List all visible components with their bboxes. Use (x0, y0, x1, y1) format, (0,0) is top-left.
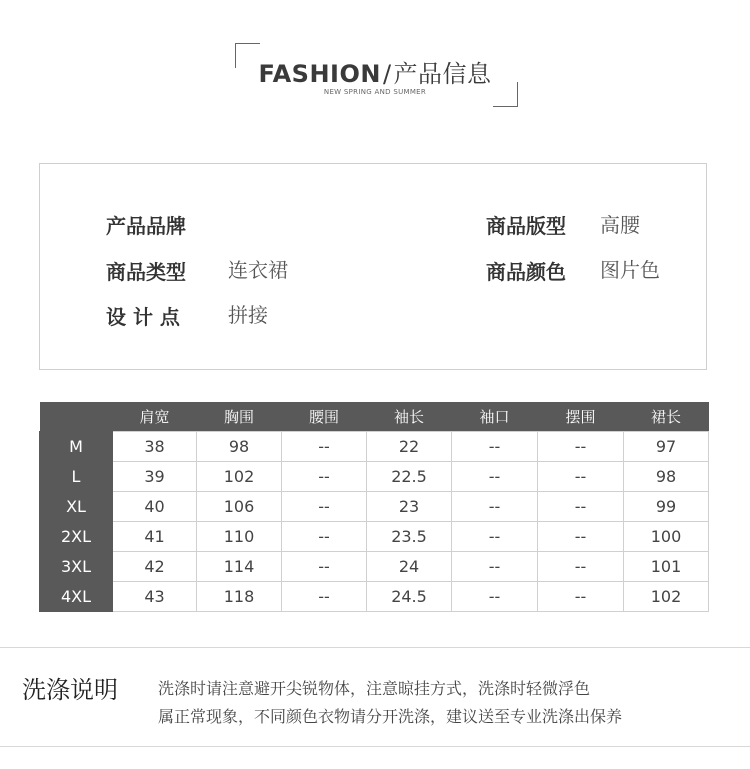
table-cell: 118 (197, 582, 282, 612)
table-cell: 24.5 (367, 582, 452, 612)
table-cell: -- (282, 492, 367, 522)
fit-label: 商品版型 (486, 214, 566, 238)
table-cell: 110 (197, 522, 282, 552)
title-chinese: 产品信息 (393, 60, 492, 88)
table-cell: 98 (624, 462, 709, 492)
product-info-box (39, 163, 707, 370)
table-cell: 99 (624, 492, 709, 522)
table-cell: -- (452, 492, 538, 522)
table-cell: 102 (624, 582, 709, 612)
table-cell: -- (538, 432, 624, 462)
table-cell: -- (538, 582, 624, 612)
header-cell-sleeve-length: 袖长 (367, 402, 452, 432)
table-cell: 114 (197, 552, 282, 582)
size-cell: M (40, 432, 113, 462)
size-chart-table (39, 402, 709, 612)
table-cell: 101 (624, 552, 709, 582)
washing-text-line-2: 属正常现象，不同颜色衣物请分开洗涤，建议送至专业洗涤出保养 (158, 707, 623, 726)
table-cell: 23.5 (367, 522, 452, 552)
header-cell-bust: 胸围 (197, 402, 282, 432)
table-cell: 24 (367, 552, 452, 582)
table-cell: 41 (113, 522, 197, 552)
design-label: 设 计 点 (106, 305, 180, 329)
type-label: 商品类型 (106, 260, 186, 284)
table-cell: 22.5 (367, 462, 452, 492)
table-row (40, 552, 709, 582)
table-cell: -- (282, 582, 367, 612)
size-cell: XL (40, 492, 113, 522)
size-cell: L (40, 462, 113, 492)
section-subtitle: NEW SPRING AND SUMMER (323, 88, 427, 96)
table-cell: 42 (113, 552, 197, 582)
header-cell-hem: 摆围 (538, 402, 624, 432)
title-english: FASHION (258, 60, 381, 88)
table-row (40, 522, 709, 552)
section-title (0, 54, 750, 89)
type-value: 连衣裙 (228, 258, 288, 282)
size-cell: 4XL (40, 582, 113, 612)
table-cell: 39 (113, 462, 197, 492)
table-cell: -- (282, 432, 367, 462)
table-cell: 102 (197, 462, 282, 492)
header-cell-shoulder: 肩宽 (113, 402, 197, 432)
table-row (40, 582, 709, 612)
table-cell: -- (538, 522, 624, 552)
table-cell: -- (282, 462, 367, 492)
size-cell: 2XL (40, 522, 113, 552)
table-cell: -- (538, 492, 624, 522)
table-cell: -- (452, 522, 538, 552)
header-cell-cuff: 袖口 (452, 402, 538, 432)
table-cell: 100 (624, 522, 709, 552)
washing-title: 洗涤说明 (22, 676, 118, 704)
washing-text-line-1: 洗涤时请注意避开尖锐物体，注意晾挂方式，洗涤时轻微浮色 (158, 679, 591, 698)
table-cell: 98 (197, 432, 282, 462)
table-cell: -- (282, 522, 367, 552)
table-cell: 97 (624, 432, 709, 462)
design-value: 拼接 (228, 303, 268, 327)
table-cell: 43 (113, 582, 197, 612)
color-value: 图片色 (600, 258, 660, 282)
table-cell: 23 (367, 492, 452, 522)
table-cell: -- (452, 462, 538, 492)
table-row (40, 492, 709, 522)
brand-label: 产品品牌 (106, 214, 186, 238)
header-cell-dress-length: 裙长 (624, 402, 709, 432)
table-cell: -- (452, 552, 538, 582)
table-row (40, 462, 709, 492)
table-cell: 40 (113, 492, 197, 522)
table-cell: -- (538, 552, 624, 582)
table-cell: 106 (197, 492, 282, 522)
fit-value: 高腰 (600, 213, 640, 237)
color-label: 商品颜色 (486, 260, 566, 284)
table-cell: -- (538, 462, 624, 492)
size-cell: 3XL (40, 552, 113, 582)
table-cell: -- (282, 552, 367, 582)
table-cell: -- (452, 432, 538, 462)
table-header-row (40, 402, 709, 432)
table-cell: 38 (113, 432, 197, 462)
title-slash: / (382, 60, 392, 88)
table-cell: -- (452, 582, 538, 612)
header-cell-corner (40, 402, 113, 432)
divider-top (0, 647, 750, 648)
header-cell-waist: 腰围 (282, 402, 367, 432)
table-row (40, 432, 709, 462)
table-cell: 22 (367, 432, 452, 462)
divider-bottom (0, 746, 750, 747)
